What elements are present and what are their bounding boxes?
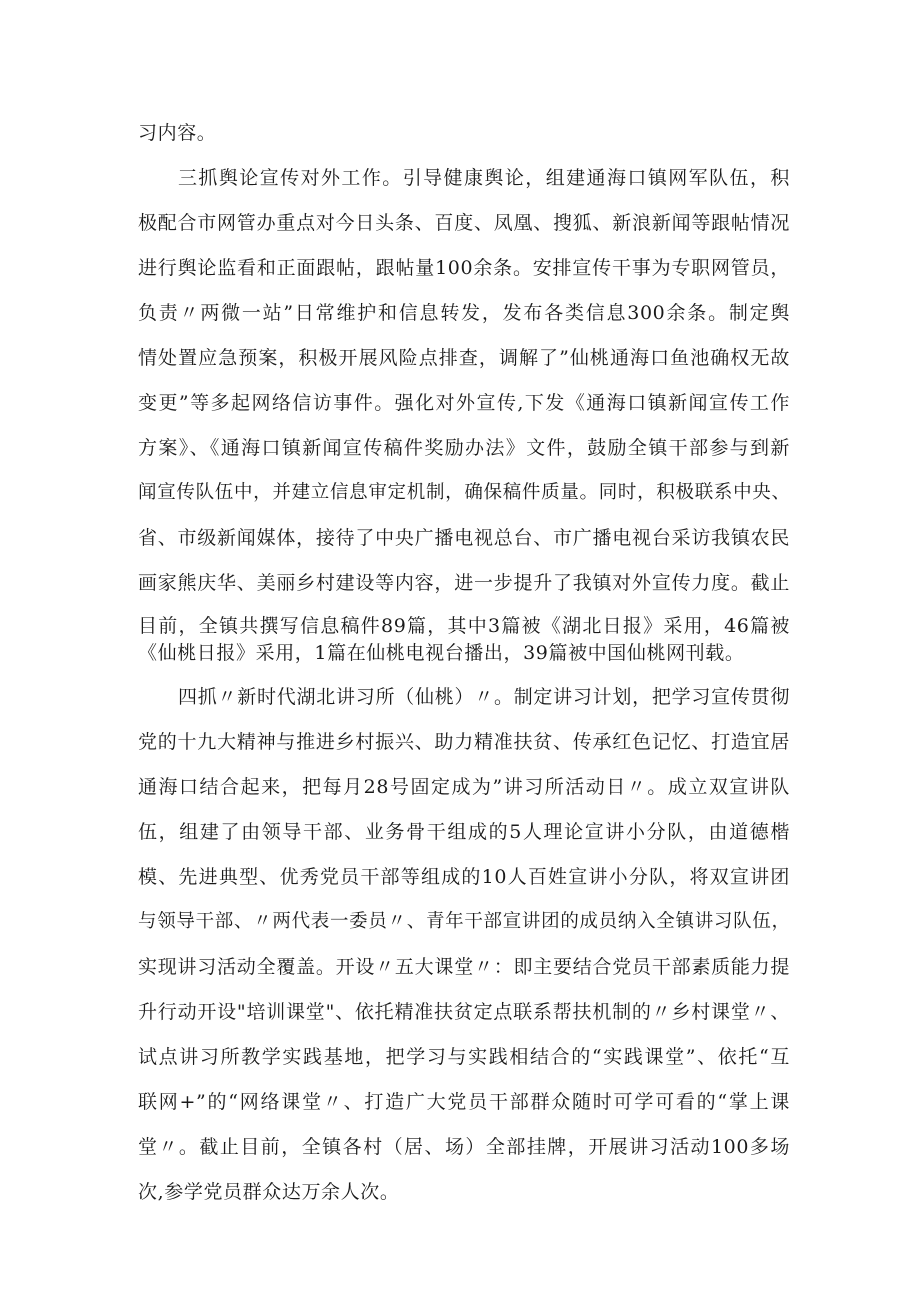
paragraph-line: 闻宣传队伍中，并建立信息审定机制，确保稿件质量。同时，积极联系中央、 [138,482,790,503]
paragraph-line: 党的十九大精神与推进乡村振兴、助力精准扶贫、传承红色记忆、打造宜居 [138,731,790,753]
paragraph-line: 极配合市网管办重点对今日头条、百度、凤凰、搜狐、新浪新闻等跟帖情况 [138,212,790,234]
paragraph-line: 情处置应急预案，积极开展风险点排查，调解了”仙桃通海口鱼池确权无故 [138,347,790,369]
paragraph-line: 目前，全镇共撰写信息稿件89篇，其中3篇被《湖北日报》采用，46篇被 [138,615,790,637]
paragraph-line: 试点讲习所教学实践基地，把学习与实践相结合的“实践课堂”、依托“互 [138,1046,790,1068]
paragraph-line: 实现讲习活动全覆盖。开设〃五大课堂〃：即主要结合党员干部素质能力提 [138,956,790,978]
paragraph-line: 方案》、《通海口镇新闻宣传稿件奖励办法》文件，鼓励全镇干部参与到新 [138,437,790,459]
paragraph-line: 四抓〃新时代湖北讲习所（仙桃）〃。制定讲习计划，把学习宣传贯彻 [178,686,790,708]
paragraph-line: 三抓舆论宣传对外工作。引导健康舆论，组建通海口镇网军队伍，积 [178,167,790,189]
paragraph-line: 联网+”的“网络课堂〃、打造广大党员干部群众随时可学可看的“掌上课 [138,1091,790,1113]
paragraph-line: 画家熊庆华、美丽乡村建设等内容，进一步提升了我镇对外宣传力度。截止 [138,572,790,594]
paragraph-line: 变更”等多起网络信访事件。强化对外宣传,下发《通海口镇新闻宣传工作 [138,392,790,414]
paragraph-line: 次,参学党员群众达万余人次。 [138,1181,400,1203]
paragraph-line: 负责〃两微一站”日常维护和信息转发，发布各类信息300余条。制定舆 [138,302,790,324]
paragraph-line: 伍，组建了由领导干部、业务骨干组成的5人理论宣讲小分队，由道德楷 [138,821,790,843]
paragraph-line: 模、先进典型、优秀党员干部等组成的10人百姓宣讲小分队，将双宣讲团 [138,866,790,888]
paragraph-line: 进行舆论监看和正面跟帖，跟帖量100余条。安排宣传干事为专职网管员， [138,257,790,279]
paragraph-line: 与领导干部、〃两代表一委员〃、青年干部宣讲团的成员纳入全镇讲习队伍， [138,911,790,932]
paragraph-line: 省、市级新闻媒体，接待了中央广播电视总台、市广播电视台采访我镇农民 [138,527,790,549]
paragraph-line: 《仙桃日报》采用，1篇在仙桃电视台播出，39篇被中国仙桃网刊载。 [138,642,745,664]
paragraph-line: 习内容。 [138,122,217,144]
paragraph-line: 通海口结合起来，把每月28号固定成为”讲习所活动日〃。成立双宣讲队 [138,776,790,798]
paragraph-line: 升行动开设"培训课堂"、依托精准扶贫定点联系帮扶机制的〃乡村课堂〃、 [138,1001,790,1023]
paragraph-line: 堂〃。截止目前，全镇各村（居、场）全部挂牌，开展讲习活动100多场 [138,1136,790,1158]
